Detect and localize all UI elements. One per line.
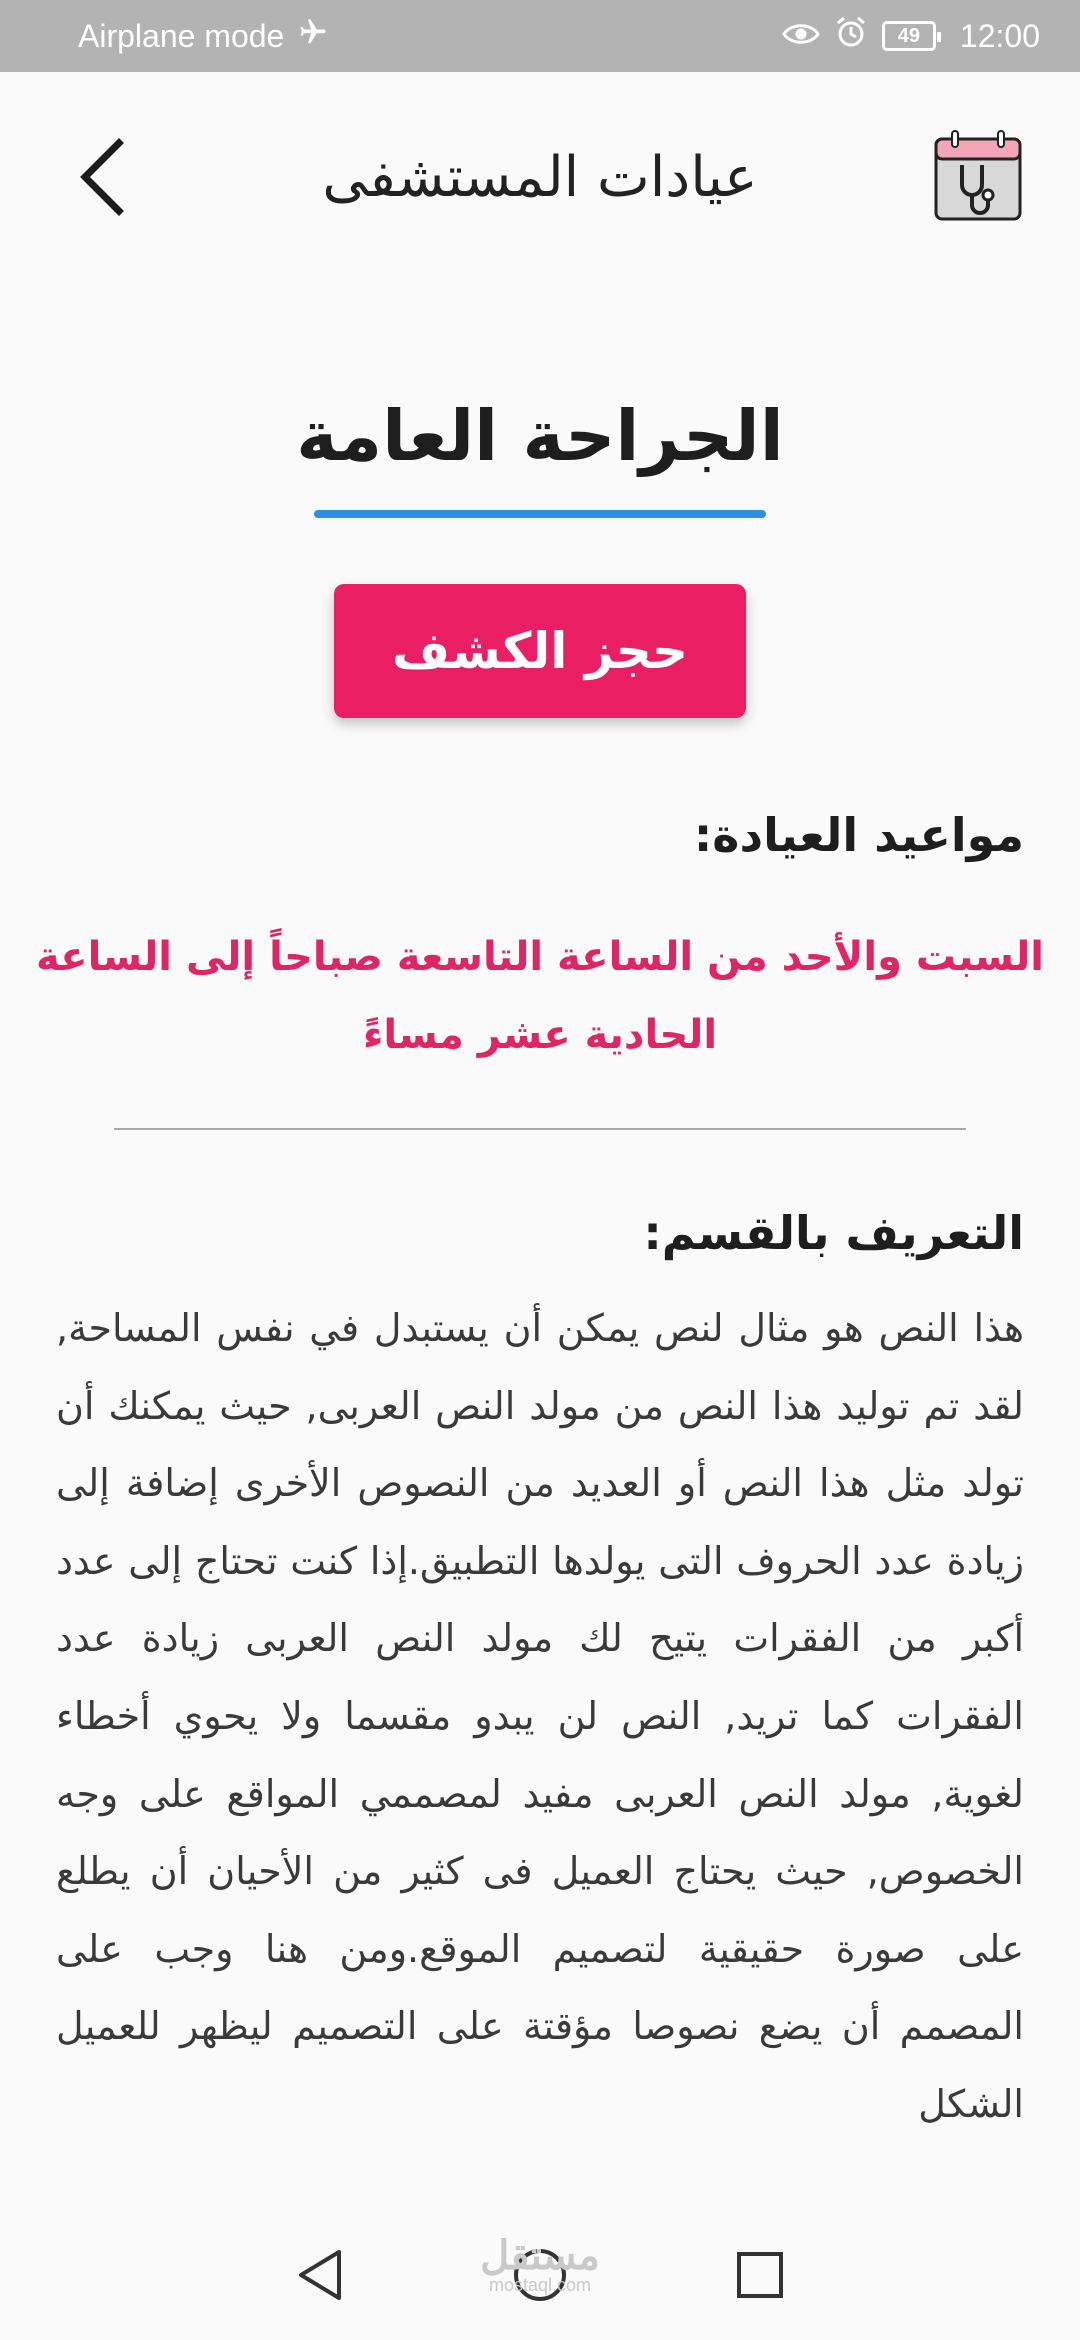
airplane-icon [298,17,328,55]
status-bar [0,0,1080,72]
clinic-hours-label: مواعيد العيادة: [693,808,1024,862]
department-underline [314,510,766,518]
department-title: الجراحة العامة [296,395,784,477]
eye-icon [782,18,820,55]
nav-recents-button[interactable] [725,2240,795,2310]
calendar-stethoscope-icon [932,129,1024,225]
battery-level: 49 [897,24,921,47]
back-button[interactable] [66,132,136,222]
page-title: عيادات المستشفى [322,144,758,210]
watermark-latin: mostaql.com [488,2275,592,2295]
app-bar [0,72,1080,282]
clock-time: 12:00 [959,17,1040,54]
airplane-mode-label: Airplane mode [78,17,285,54]
status-left [78,17,328,55]
clinic-hours-text: السبت والأحد من الساعة التاسعة صباحاً إلى الساعة الحادية عشر مساءً [35,934,1044,1058]
about-section-label: التعريف بالقسم: [643,1206,1024,1260]
watermark-arabic: مستقل [480,2234,600,2278]
book-appointment-button[interactable]: حجز الكشف [334,584,746,718]
about-section-text: هذا النص هو مثال لنص يمكن أن يستبدل في نفس المساحة, لقد تم توليد هذا النص من مولد النص العربى, حيث يمكنك أن تولد مثل هذا النص أو العديد من النصوص الأخرى إضافة إلى زيادة عدد الحروف التى يولدها التطبيق.إذا كنت تحتاج إلى عدد أكبر من الفقرات يتيح لك مولد النص العربى زيادة عدد الفقرات كما تريد, النص لن يبدو مقسما ولا يحوي أخطاء لغوية, مولد النص العربى مفيد لمصممي المواقع على وجه الخصوص, حيث يحتاج العميل فى كثير من الأحيان أن يطلع على صورة حقيقية لتصميم الموقع.ومن هنا وجب على المصمم أن يضع نصوصا مؤقتة على التصميم ليظهر للعميل الشكل [56,1306,1024,2126]
status-right [782,15,1040,57]
nav-recents-icon [735,2250,785,2300]
divider [114,1128,966,1130]
nav-back-button[interactable] [285,2240,355,2310]
alarm-icon [834,15,868,57]
back-arrow-icon [77,137,125,217]
mostaql-watermark [470,2236,610,2294]
battery-icon [882,21,936,51]
nav-back-icon [295,2248,345,2302]
